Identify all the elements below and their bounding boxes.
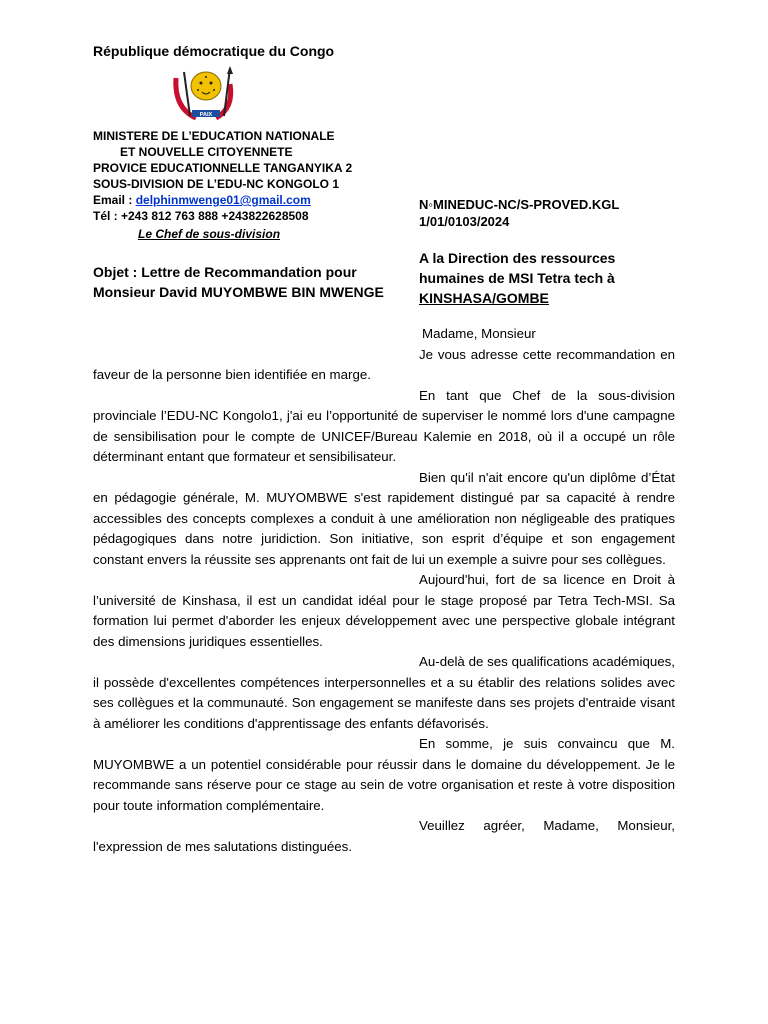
salutation: Madame, Monsieur — [422, 326, 536, 341]
leopard-eye — [210, 82, 213, 85]
reference-line-1: N◦MINEDUC-NC/S-PROVED.KGL — [419, 197, 620, 212]
email-line — [93, 192, 352, 208]
country-name: République démocratique du Congo — [93, 43, 335, 59]
phone-line: Tél : +243 812 763 888 +243822628508 — [93, 209, 309, 223]
body-paragraph: Au-delà de ses qualifications académiques, il possède d'excellentes compétences interpersonnelles et a su établir des relations solides avec ses collègues et la communauté. Son engagement se manifeste dans ses projets d'entraide visant à améliorer les conditions d'apprentissage des enfants défavorisés. — [93, 654, 675, 731]
recipient-line-2: humaines de MSI Tetra tech à — [419, 270, 615, 286]
body-paragraph: Aujourd'hui, fort de sa licence en Droit à l’université de Kinshasa, il est un candidat idéal pour le stage proposé par Tetra Tech-MSI. Sa formation lui permet d'aborder les enjeux développement avec une perspective globale intégrant des dimensions juridiques essentielles. — [93, 572, 675, 649]
signatory-title: Le Chef de sous-division — [138, 227, 281, 241]
body-paragraph: En tant que Chef de la sous-division provinciale l’EDU-NC Kongolo1, j'ai eu l’opportunité de superviser le nommé lors d'une campagne de sensibilisation pour le compte de UNICEF/Bureau Kalemie en 2018, où il a occupé un rôle déterminant entant que formateur et sensibilisateur. — [93, 387, 675, 464]
letter-body — [93, 324, 675, 857]
reference-line-2: 1/01/0103/2024 — [419, 214, 510, 229]
subject-line-1: Objet : Lettre de Recommandation pour — [93, 264, 357, 280]
email-label: Email : — [93, 193, 136, 207]
emblem-ribbon-text: PAIX — [199, 112, 213, 118]
coat-of-arms-emblem — [168, 64, 244, 128]
leopard-spot — [213, 89, 215, 91]
subject-block — [93, 262, 384, 302]
reference-number — [419, 196, 619, 230]
subdivision-line: SOUS-DIVISION DE L’EDU-NC KONGOLO 1 — [93, 177, 340, 191]
province-line: PROVICE EDUCATIONNELLE TANGANYIKA 2 — [93, 161, 353, 175]
recipient-line-1: A la Direction des ressources — [419, 250, 616, 266]
leopard-spot — [197, 89, 199, 91]
leopard-eye — [200, 82, 203, 85]
ministry-line-1: MINISTERE DE L’EDUCATION NATIONALE — [93, 129, 335, 143]
ministry-line-2: ET NOUVELLE CITOYENNETE — [120, 145, 293, 159]
subject-line-2: Monsieur David MUYOMBWE BIN MWENGE — [93, 284, 384, 300]
email-link[interactable]: delphinmwenge01@gmail.com — [135, 193, 311, 207]
closing-paragraph: Veuillez agréer, Madame, Monsieur, l'expression de mes salutations distinguées. — [93, 818, 675, 854]
recipient-block — [419, 248, 615, 308]
emblem-spear-tip — [227, 66, 233, 74]
leopard-spot — [205, 76, 207, 78]
recipient-line-3: KINSHASA/GOMBE — [419, 290, 549, 306]
body-paragraph: Je vous adresse cette recommandation en faveur de la personne bien identifiée en marge. — [93, 346, 675, 382]
issuer-block — [93, 128, 352, 224]
body-paragraph: Bien qu'il n'ait encore qu'un diplôme d’État en pédagogie générale, M. MUYOMBWE s'est rapidement distingué par sa capacité à rendre accessibles des concepts complexes a conduit à une amélioration non négligeable des pratiques pédagogiques dans notre juridiction. Son initiative, son esprit d’équipe et son engagement constant envers la réussite ses apprenants ont fait de lui un exemple a suivre pour ses collègues. — [93, 469, 675, 567]
body-paragraph: En somme, je suis convaincu que M. MUYOMBWE a un potentiel considérable pour réussir dans le domaine du développement. Je le recommande sans réserve pour ce stage au sein de votre organisation et reste à votre disposition pour toute information complémentaire. — [93, 736, 675, 813]
